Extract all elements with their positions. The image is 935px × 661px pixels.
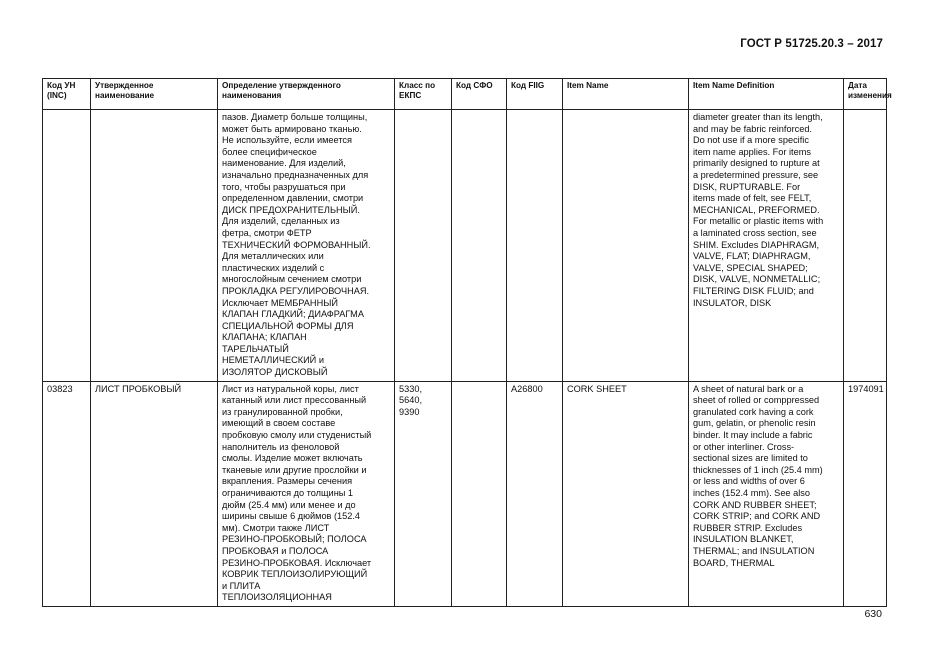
table-row [43,110,887,382]
cell-change-date: 1974091 [844,381,887,606]
column-header-change-date: Дата изменения [844,79,887,110]
table-header-row [43,79,887,110]
cell-fiig: A26800 [507,381,563,606]
cell-approved-name: ЛИСТ ПРОБКОВЫЙ [91,381,218,606]
column-header-inc: Код УН (INC) [43,79,91,110]
column-header-sfo: Код СФО [452,79,507,110]
cell-sfo [452,381,507,606]
cell-item-name: CORK SHEET [563,381,689,606]
column-header-fiig: Код FIIG [507,79,563,110]
column-header-definition: Определение утвержденного наименования [218,79,395,110]
cell-fiig [507,110,563,382]
column-header-approved-name: Утвержденное наименование [91,79,218,110]
column-header-class: Класс по ЕКПС [395,79,452,110]
column-header-item-name: Item Name [563,79,689,110]
cell-item-name [563,110,689,382]
cell-item-definition: A sheet of natural bark or a sheet of rolled or comppressed granulated cork having a cork gum, gelatin, or phenolic resin binder. It may include a fabric or other interliner. Cross- sectional sizes are limited to thicknesses of 1 inch (25.4 mm) or less and widths of over 6 inches (152.4 mm). See also CORK AND RUBBER SHEET; CORK STRIP; and CORK AND RUBBER STRIP. Excludes INSULATION BLANKET, THERMAL; and INSULATION BOARD, THERMAL [689,381,844,606]
cell-definition: Лист из натуральной коры, лист катанный или лист прессованный из гранулированной пробки, имеющий в своем составе пробковую смолу или студенистый наполнитель из феноловой смолы. Изделие может включать тканевые или другие прослойки и вкрапления. Размеры сечения ограничиваются до толщины 1 дюйм (25.4 мм) или менее и до ширины свыше 6 дюймов (152.4 мм). Смотри также ЛИСТ РЕЗИНО-ПРОБКОВЫЙ; ПОЛОСА ПРОБКОВАЯ и ПОЛОСА РЕЗИНО-ПРОБКОВАЯ. Исключает КОВРИК ТЕПЛОИЗОЛИРУЮЩИЙ и ПЛИТА ТЕПЛОИЗОЛЯЦИОННАЯ [218,381,395,606]
column-header-item-definition: Item Name Definition [689,79,844,110]
cell-change-date [844,110,887,382]
cell-inc: 03823 [43,381,91,606]
cell-class: 5330, 5640, 9390 [395,381,452,606]
cell-item-definition: diameter greater than its length, and may be fabric reinforced. Do not use if a more specific item name applies. For items primarily designed to rupture at a predetermined pressure, see DISK, RUPTURABLE. For items made of felt, see FELT, MECHANICAL, PREFORMED. For metallic or plastic items with a laminated cross section, see SHIM. Excludes DIAPHRAGM, VALVE, FLAT; DIAPHRAGM, VALVE, SPECIAL SHAPED; DISK, VALVE, NONMETALLIC; FILTERING DISK FLUID; and INSULATOR, DISK [689,110,844,382]
nomenclature-table [42,78,892,607]
table-row [43,381,887,606]
document-header: ГОСТ Р 51725.20.3 – 2017 [740,38,883,50]
cell-inc [43,110,91,382]
cell-class [395,110,452,382]
page-number: 630 [864,608,882,620]
cell-approved-name [91,110,218,382]
cell-definition: пазов. Диаметр больше толщины, может быть армировано тканью. Не используйте, если имеется более специфическое наименование. Для изделий, изначально предназначенных для того, чтобы разрушаться при определенном давлении, смотри ДИСК ПРЕДОХРАНИТЕЛЬНЫЙ. Для изделий, сделанных из фетра, смотри ФЕТР ТЕХНИЧЕСКИЙ ФОРМОВАННЫЙ. Для металлических или пластических изделий с многослойным сечением смотри ПРОКЛАДКА РЕГУЛИРОВОЧНАЯ. Исключает МЕМБРАННЫЙ КЛАПАН ГЛАДКИЙ; ДИАФРАГМА СПЕЦИАЛЬНОЙ ФОРМЫ ДЛЯ КЛАПАНА; КЛАПАН ТАРЕЛЬЧАТЫЙ НЕМЕТАЛЛИЧЕСКИЙ и ИЗОЛЯТОР ДИСКОВЫЙ [218,110,395,382]
cell-sfo [452,110,507,382]
